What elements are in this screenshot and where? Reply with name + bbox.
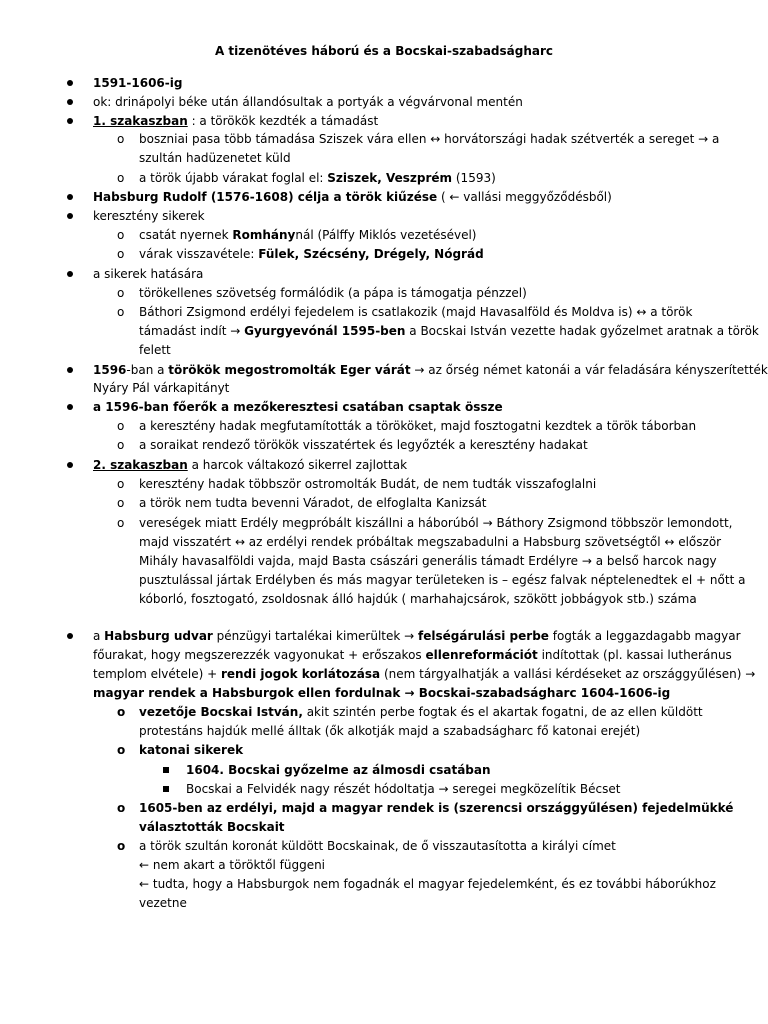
list-item: 2. szakaszban a harcok váltakozó sikerrel zajlottak (93, 458, 408, 472)
bullet-icon (67, 399, 73, 415)
list-item-continuation: Mihály havasalföldi vajda, majd Basta császári generális támadt Erdélyre → a belső harcok nagy (139, 554, 717, 568)
list-item-continuation: támadást indít → Gyurgyevónál 1595-ben a Bocskai István vezette hadak győzelmet aratnak a török (139, 324, 759, 338)
circle-bullet-icon: o (117, 419, 125, 433)
circle-bullet-icon: o (117, 247, 125, 261)
bullet-icon (67, 189, 73, 205)
list-item-continuation: protestáns hajdúk mellé álltak (ők alkotják majd a szabadságharc fő katonai erejét) (139, 724, 641, 738)
list-item: boszniai pasa több támadása Sziszek vára ellen ↔ horvátországi hadak szétverték a sereget → a (139, 132, 720, 146)
list-item: keresztény hadak többször ostromolták Budát, de nem tudták visszafoglalni (139, 477, 597, 491)
list-item: keresztény sikerek (93, 209, 205, 223)
list-item: a 1596-ban főerők a mezőkeresztesi csatában csaptak össze (93, 400, 503, 414)
list-item: 1591-1606-ig (93, 76, 183, 90)
list-item-continuation: Nyáry Pál várkapitányt (93, 381, 230, 395)
list-item: a török szultán koronát küldött Bocskainak, de ő visszautasította a királyi címet (139, 839, 616, 853)
circle-bullet-icon: o (117, 305, 125, 319)
bullet-icon (67, 457, 73, 473)
list-item: 1605-ben az erdélyi, majd a magyar rendek is (szerencsi országgyűlésen) fejedelmükké (139, 801, 734, 815)
list-item: 1. szakaszban : a törökök kezdték a támadást (93, 114, 379, 128)
list-item: vezetője Bocskai István, akit szintén perbe fogtak és el akartak fogatni, de az ellen küldött (139, 705, 703, 719)
circle-bullet-icon: o (117, 705, 126, 719)
list-item-continuation: kóborló, fosztogató, zsoldosnak álló hajdúk ( marhahajcsárok, szökött jobbágyok stb.) száma (139, 592, 697, 606)
circle-bullet-icon: o (117, 132, 125, 146)
circle-bullet-icon: o (117, 228, 125, 242)
circle-bullet-icon: o (117, 438, 125, 452)
list-item: várak visszavétele: Fülek, Szécsény, Drégely, Nógrád (139, 247, 484, 261)
list-item: a török újabb várakat foglal el: Sziszek, Veszprém (1593) (139, 171, 496, 185)
list-item-continuation: pusztulással jártak Erdélyben és más magyar területeken is – egész falvak néptelenedtek el + nőtt a (139, 573, 746, 587)
list-item: törökellenes szövetség formálódik (a pápa is támogatja pénzzel) (139, 286, 527, 300)
bullet-icon (67, 362, 73, 378)
list-item: csatát nyernek Romhánynál (Pálffy Miklós vezetésével) (139, 228, 477, 242)
square-bullet-icon (163, 762, 169, 778)
list-item: a keresztény hadak megfutamították a törököket, majd fosztogatni kezdtek a török táborban (139, 419, 697, 433)
bullet-icon (67, 113, 73, 129)
list-item: katonai sikerek (139, 743, 244, 757)
bullet-icon (67, 628, 73, 644)
document-title: A tizenötéves háború és a Bocskai-szabadságharc (214, 44, 554, 58)
list-item: 1596-ban a törökök megostromolták Eger várát → az őrség német katonái a vár feladására kényszerítették (93, 363, 768, 377)
list-item-continuation: szultán hadüzenetet küld (139, 151, 291, 165)
list-item: Báthori Zsigmond erdélyi fejedelem is csatlakozik (majd Havasalföld és Moldva is) ↔ a török (139, 305, 693, 319)
circle-bullet-icon: o (117, 477, 125, 491)
list-item-continuation: majd visszatért ↔ az erdélyi rendek próbáltak megszabadulni a Habsburg szövetségtől ↔ először (139, 535, 722, 549)
circle-bullet-icon: o (117, 171, 125, 185)
list-item-continuation: választották Bocskait (139, 820, 285, 834)
list-item-continuation: vezetne (139, 896, 187, 910)
list-item: vereségek miatt Erdély megpróbált kiszállni a háborúból → Báthory Zsigmond többször lemondott, (139, 516, 733, 530)
list-item: a török nem tudta bevenni Váradot, de elfoglalta Kanizsát (139, 496, 487, 510)
circle-bullet-icon: o (117, 801, 126, 815)
list-item-continuation: templom elvétele) + rendi jogok korlátozása (nem tárgyalhatják a vallási kérdéseket az országgyűlésen) → (93, 667, 756, 681)
circle-bullet-icon: o (117, 743, 126, 757)
circle-bullet-icon: o (117, 516, 125, 530)
list-item-continuation: főurakat, hogy megszerezzék vagyonukat + erőszakos ellenreformációt indítottak (pl. kassai lutheránus (93, 648, 732, 662)
list-item-continuation: ← tudta, hogy a Habsburgok nem fogadnák el magyar fejedelemként, és ez további háborúkhoz (139, 877, 716, 891)
list-item: a soraikat rendező törökök visszatértek és legyőzték a keresztény hadakat (139, 438, 588, 452)
square-bullet-icon (163, 781, 169, 797)
list-item: Bocskai a Felvidék nagy részét hódoltatja → seregei megközelítik Bécset (186, 782, 621, 796)
list-item: a Habsburg udvar pénzügyi tartalékai kimerültek → felségárulási perbe fogták a leggazdagabb magyar (93, 629, 741, 643)
bullet-icon (67, 94, 73, 110)
bullet-icon (67, 75, 73, 91)
list-item: ok: drinápolyi béke után állandósultak a portyák a végvárvonal mentén (93, 95, 523, 109)
bullet-icon (67, 266, 73, 282)
list-item-continuation: felett (139, 343, 171, 357)
circle-bullet-icon: o (117, 496, 125, 510)
bullet-icon (67, 208, 73, 224)
list-item-continuation: magyar rendek a Habsburgok ellen fordulnak → Bocskai-szabadságharc 1604-1606-ig (93, 686, 671, 700)
list-item: a sikerek hatására (93, 267, 204, 281)
list-item: Habsburg Rudolf (1576-1608) célja a török kiűzése ( ← vallási meggyőződésből) (93, 190, 612, 204)
circle-bullet-icon: o (117, 839, 126, 853)
list-item-continuation: ← nem akart a töröktől függeni (139, 858, 326, 872)
circle-bullet-icon: o (117, 286, 125, 300)
list-item: 1604. Bocskai győzelme az álmosdi csatában (186, 763, 491, 777)
